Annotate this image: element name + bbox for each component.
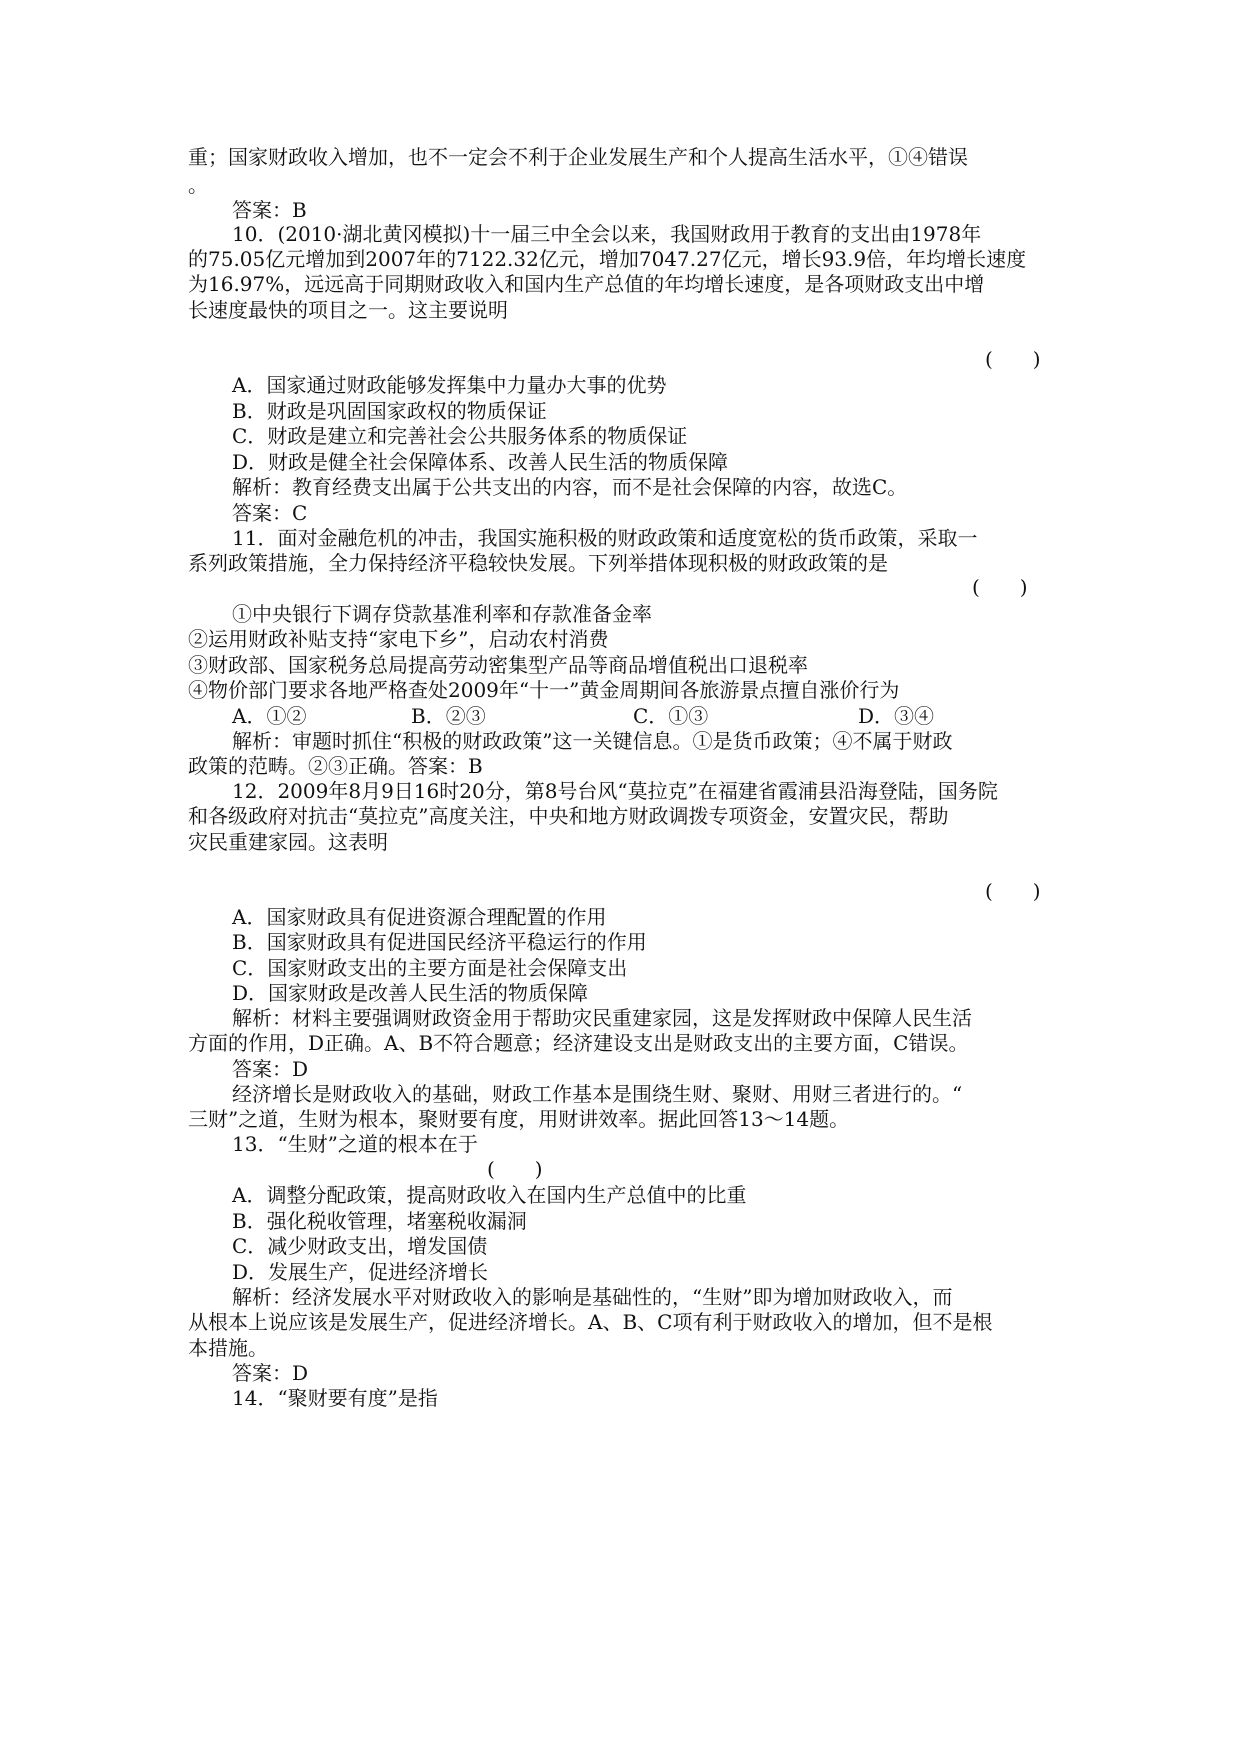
answer-bracket: ( ) [487, 1157, 543, 1181]
option-c: C．国家财政支出的主要方面是社会保障支出 [232, 956, 628, 980]
option-d: D．财政是健全社会保障体系、改善人民生活的物质保障 [232, 450, 729, 474]
question-10-line: 的75.05亿元增加到2007年的7122.32亿元，增加7047.27亿元，增长93.9倍，年均增长速度 [188, 247, 1027, 271]
option-b: B．国家财政具有促进国民经济平稳运行的作用 [232, 930, 647, 954]
statement-1: ①中央银行下调存贷款基准利率和存款准备金率 [232, 602, 652, 626]
analysis-line: 方面的作用，D正确。A、B不符合题意；经济建设支出是财政支出的主要方面，C错误。 [188, 1031, 969, 1055]
answer-line: 答案：D [232, 1361, 309, 1385]
option-c: C．财政是建立和完善社会公共服务体系的物质保证 [232, 424, 688, 448]
statement-3: ③财政部、国家税务总局提高劳动密集型产品等商品增值税出口退税率 [188, 653, 808, 677]
option-b: B．财政是巩固国家政权的物质保证 [232, 399, 547, 423]
statement-2: ②运用财政补贴支持“家电下乡”，启动农村消费 [188, 627, 609, 651]
option-d: D．国家财政是改善人民生活的物质保障 [232, 981, 589, 1005]
analysis-line: 从根本上说应该是发展生产，促进经济增长。A、B、C项有利于财政收入的增加，但不是根 [188, 1310, 993, 1334]
option-a: A．①② [232, 704, 307, 728]
question-10-line: 10．(2010·湖北黄冈模拟)十一届三中全会以来，我国财政用于教育的支出由1978年 [232, 222, 982, 246]
question-10-line: 长速度最快的项目之一。这主要说明 [188, 298, 508, 322]
option-a: A．国家通过财政能够发挥集中力量办大事的优势 [232, 373, 667, 397]
passage-line: 经济增长是财政收入的基础，财政工作基本是围绕生财、聚财、用财三者进行的。“ [232, 1082, 963, 1106]
analysis-line: 解析：教育经费支出属于公共支出的内容，而不是社会保障的内容，故选C。 [232, 475, 908, 499]
answer-line: 答案：C [232, 501, 308, 525]
question-11-line: 系列政策措施，全力保持经济平稳较快发展。下列举措体现积极的财政政策的是 [188, 551, 888, 575]
answer-line: 答案：D [232, 1057, 309, 1081]
statement-4: ④物价部门要求各地严格查处2009年“十一”黄金周期间各旅游景点擅自涨价行为 [188, 678, 900, 702]
text-line: 重；国家财政收入增加，也不一定会不利于企业发展生产和个人提高生活水平，①④错误 [188, 145, 968, 169]
option-d: D．③④ [858, 704, 935, 728]
question-13-line: 13．“生财”之道的根本在于 [232, 1132, 478, 1156]
text-line: 。 [188, 173, 208, 197]
option-c: C．①③ [633, 704, 709, 728]
question-12-line: 灾民重建家园。这表明 [188, 830, 388, 854]
answer-bracket: ( ) [972, 575, 1028, 599]
option-b: B．强化税收管理，堵塞税收漏洞 [232, 1209, 527, 1233]
analysis-line: 解析：审题时抓住“积极的财政政策”这一关键信息。①是货币政策；④不属于财政 [232, 729, 953, 753]
option-c: C．减少财政支出，增发国债 [232, 1234, 488, 1258]
option-a: A．调整分配政策，提高财政收入在国内生产总值中的比重 [232, 1183, 747, 1207]
option-b: B．②③ [411, 704, 486, 728]
answer-bracket: ( ) [985, 879, 1041, 903]
question-12-line: 12．2009年8月9日16时20分，第8号台风“莫拉克”在福建省霞浦县沿海登陆，国务院 [232, 779, 998, 803]
question-10-line: 为16.97%，远远高于同期财政收入和国内生产总值的年均增长速度，是各项财政支出中增 [188, 272, 985, 296]
question-11-line: 11．面对金融危机的冲击，我国实施积极的财政政策和适度宽松的货币政策，采取一 [232, 526, 978, 550]
question-12-line: 和各级政府对抗击“莫拉克”高度关注，中央和地方财政调拨专项资金，安置灾民，帮助 [188, 804, 949, 828]
question-14-line: 14．“聚财要有度”是指 [232, 1386, 438, 1410]
analysis-line: 本措施。 [188, 1336, 268, 1360]
option-d: D．发展生产，促进经济增长 [232, 1260, 489, 1284]
analysis-line: 解析：经济发展水平对财政收入的影响是基础性的，“生财”即为增加财政收入，而 [232, 1285, 953, 1309]
answer-bracket: ( ) [985, 347, 1041, 371]
answer-line: 答案：B [232, 198, 307, 222]
analysis-line: 解析：材料主要强调财政资金用于帮助灾民重建家园，这是发挥财政中保障人民生活 [232, 1006, 972, 1030]
passage-line: 三财”之道，生财为根本，聚财要有度，用财讲效率。据此回答13～14题。 [188, 1107, 850, 1131]
analysis-line: 政策的范畴。②③正确。答案：B [188, 754, 483, 778]
option-a: A．国家财政具有促进资源合理配置的作用 [232, 905, 607, 929]
